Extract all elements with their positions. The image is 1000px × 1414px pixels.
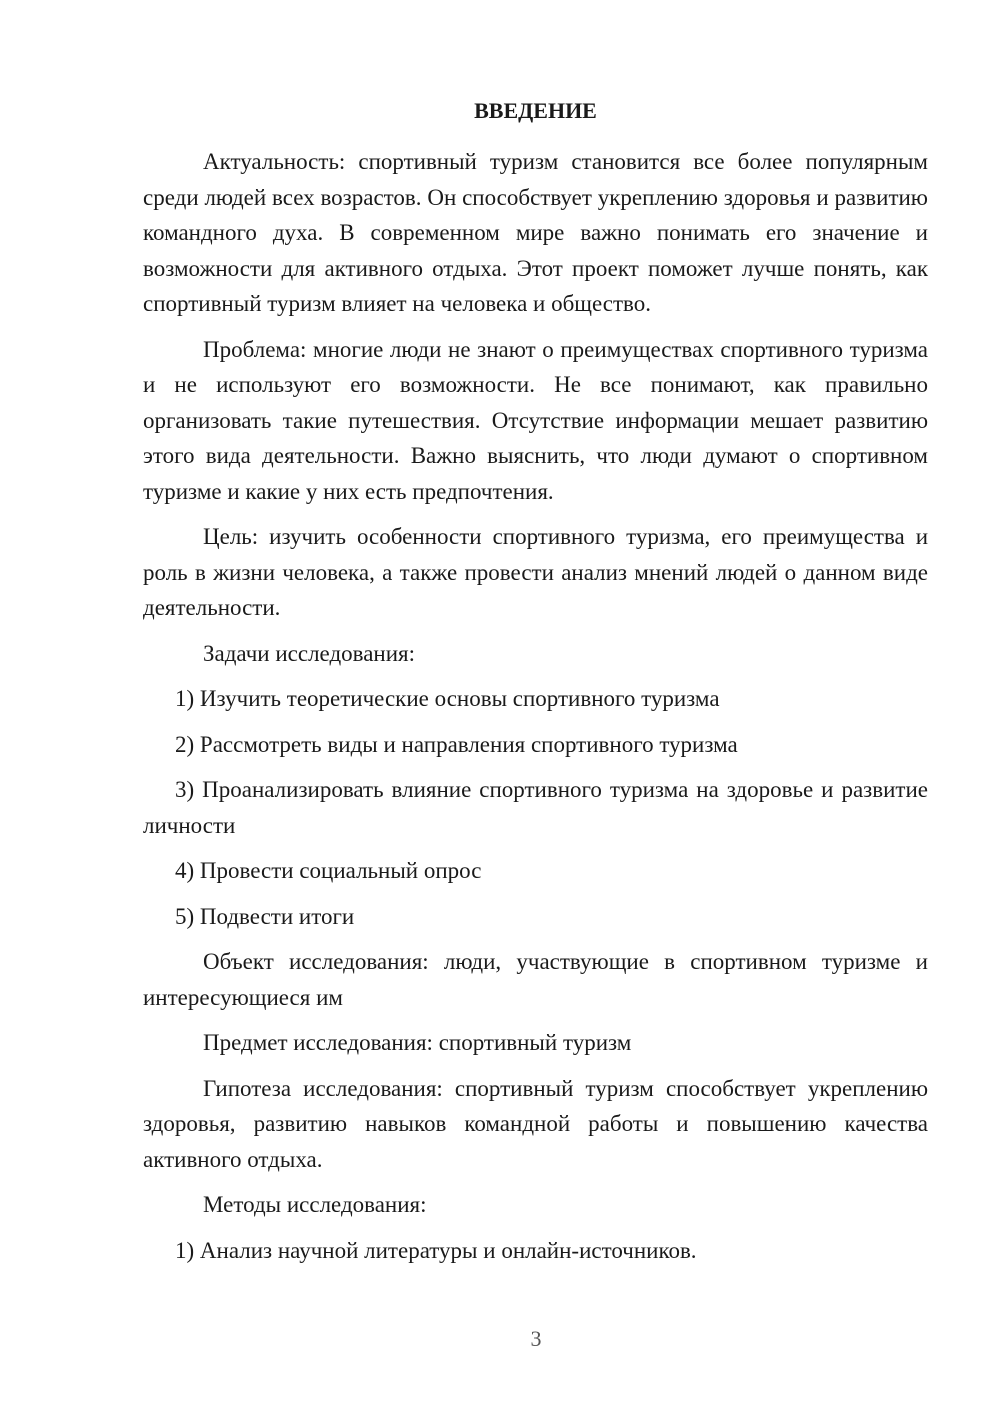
page-body — [143, 93, 928, 1278]
methods-list — [143, 1233, 928, 1269]
object-paragraph: Объект исследования: люди, участвующие в спортивном туризме и интересующиеся им — [143, 949, 928, 1010]
list-item: 2) Рассмотреть виды и направления спортивного туризма — [175, 731, 738, 757]
list-item: 4) Провести социальный опрос — [175, 858, 482, 883]
list-item: 1) Изучить теоретические основы спортивного туризма — [175, 686, 720, 711]
list-item: 3) Проанализировать влияние спортивного туризма на здоровье и развитие личности — [143, 777, 928, 838]
goal-paragraph: Цель: изучить особенности спортивного туризма, его преимущества и роль в жизни человека, а также провести анализ мнений людей о данном виде деятельности. — [143, 524, 928, 620]
relevance-paragraph: Актуальность: спортивный туризм становится все более популярным среди людей всех возрастов. Он способствует укреплению здоровья и развитию командного духа. В современном мире важно понимать его значение и возможности для активного отдыха. Этот проект поможет лучше понять, как спортивный туризм влияет на человека и общество. — [143, 149, 928, 316]
methods-title: Методы исследования: — [203, 1192, 427, 1217]
section-heading: ВВЕДЕНИЕ — [474, 98, 597, 123]
tasks-title: Задачи исследования: — [203, 640, 416, 666]
list-item: 5) Подвести итоги — [175, 903, 355, 929]
tasks-list — [143, 681, 928, 934]
list-item: 1) Анализ научной литературы и онлайн-источников. — [175, 1237, 697, 1263]
hypothesis-paragraph: Гипотеза исследования: спортивный туризм способствует укреплению здоровья, развитию навыков командной работы и повышению качества активного отдыха. — [143, 1075, 928, 1172]
problem-paragraph: Проблема: многие люди не знают о преимуществах спортивного туризма и не используют его возможности. Не все понимают, как правильно организовать такие путешествия. Отсутствие информации мешает развитию этого вида деятельности. Важно выяснить, что люди думают о спортивном туризме и какие у них есть предпочтения. — [143, 336, 928, 504]
subject-paragraph: Предмет исследования: спортивный туризм — [203, 1030, 632, 1055]
page-number: 3 — [530, 1326, 542, 1351]
